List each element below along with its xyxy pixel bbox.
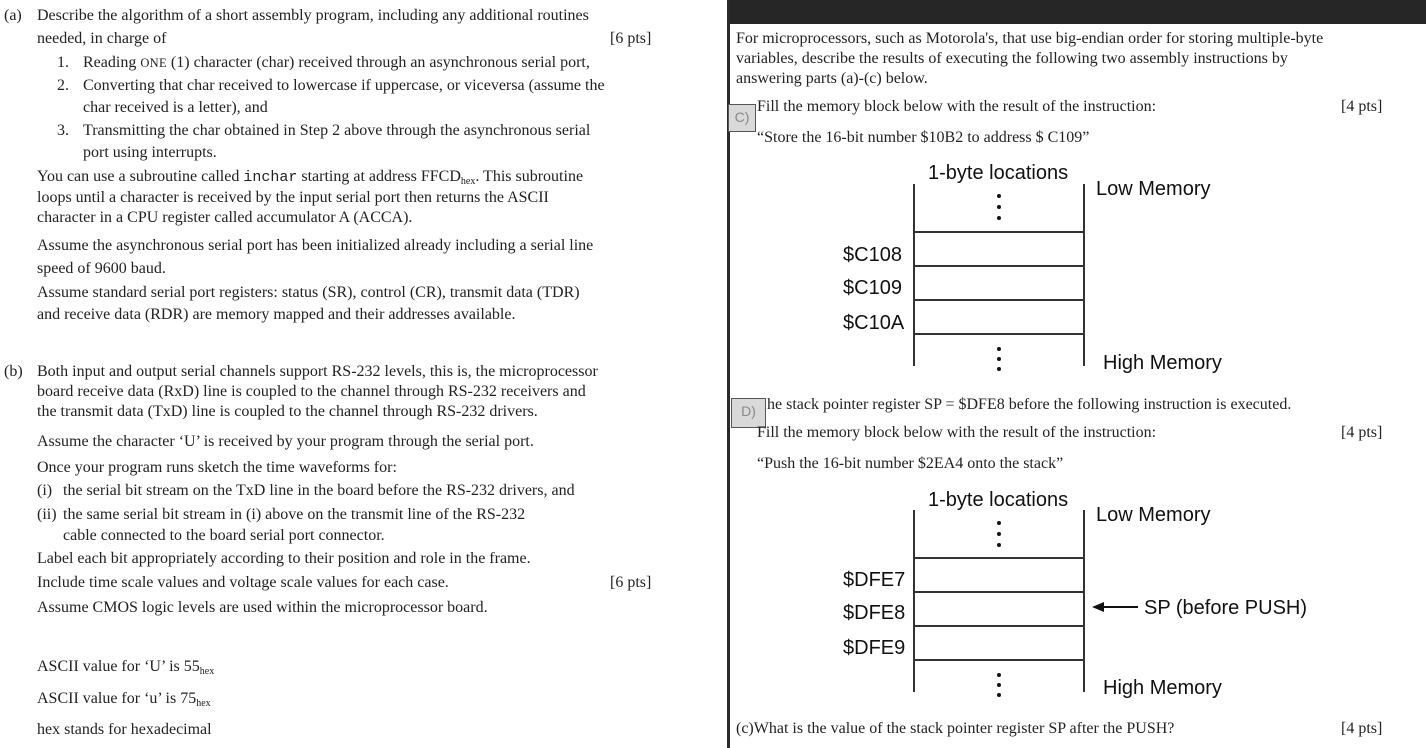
part-b-line1: Both input and output serial channels support RS-232 levels, this is, the microprocessor xyxy=(37,363,598,380)
sp-arrow-icon xyxy=(1092,600,1140,614)
item3-line2: port using interrupts. xyxy=(83,144,217,161)
inchar-paragraph-line3: character in a CPU register called accumulator A (ACCA). xyxy=(37,209,413,226)
part-b-ii-line2: cable connected to the board serial port connector. xyxy=(63,527,385,544)
part-c-question-points: [4 pts] xyxy=(1341,720,1383,737)
part-a-line1: Describe the algorithm of a short assembly program, including any additional routines xyxy=(37,7,589,24)
part-a-label: (a) xyxy=(4,7,22,24)
diagram2-right-wall xyxy=(1083,510,1085,692)
diagram2-ellipsis-dot xyxy=(997,521,1001,525)
part-b-i-text: the serial bit stream on the TxD line in the board before the RS-232 drivers, and xyxy=(63,482,575,499)
diagram2-address: $DFE9 xyxy=(843,637,906,659)
baud-paragraph-line2: speed of 9600 baud. xyxy=(37,260,166,277)
intro-line3: answering parts (a)-(c) below. xyxy=(736,70,928,87)
part-b-once: Once your program runs sketch the time waveforms for: xyxy=(37,459,397,476)
diagram1-cell-c108[interactable] xyxy=(916,233,1082,265)
diagram2-cell-dfe7[interactable] xyxy=(916,559,1082,591)
part-b-line3: the transmit data (TxD) line is coupled to the channel through RS-232 drivers. xyxy=(37,403,538,420)
part-b-line2: board receive data (RxD) line is coupled to the channel through RS-232 receivers and xyxy=(37,383,586,400)
diagram2-address: $DFE7 xyxy=(843,569,906,591)
inchar-paragraph-line2: loops until a character is received by the input serial port then returns the ASCII xyxy=(37,189,549,206)
part-d-points: [4 pts] xyxy=(1341,424,1383,441)
diagram2-address: $DFE8 xyxy=(843,602,906,624)
item2-line2: char received is a letter), and xyxy=(83,99,268,116)
diagram1-ellipsis-dot xyxy=(997,347,1001,351)
part-c-box-label: C) xyxy=(728,104,756,132)
part-b-ii-label: (ii) xyxy=(37,506,57,523)
part-c-line2: “Store the 16-bit number $10B2 to address $ C109” xyxy=(757,129,1090,146)
part-c-question: (c)What is the value of the stack pointer register SP after the PUSH? xyxy=(736,720,1175,737)
part-b-ii-line1: the same serial bit stream in (i) above on the transmit line of the RS-232 xyxy=(63,506,526,523)
part-d-line2: Fill the memory block below with the result of the instruction: xyxy=(757,424,1157,441)
diagram1-ellipsis-dot xyxy=(997,357,1001,361)
item2-number: 2. xyxy=(57,77,69,94)
part-b-assume: Assume the character ‘U’ is received by your program through the serial port. xyxy=(37,433,534,450)
diagram2-low-memory: Low Memory xyxy=(1096,504,1211,526)
part-c-line1: Fill the memory block below with the result of the instruction: xyxy=(757,98,1157,115)
part-b-label: (b) xyxy=(4,363,23,380)
diagram2-cell-dfe8[interactable] xyxy=(916,593,1082,625)
part-d-line3: “Push the 16-bit number $2EA4 onto the stack” xyxy=(757,455,1064,472)
ascii-uppercase-u: ASCII value for ‘U’ is $55_{hex}$ xyxy=(37,658,215,677)
diagram2-ellipsis-dot xyxy=(997,693,1001,697)
hex-note: hex stands for hexadecimal xyxy=(37,721,212,738)
item2-line1: Converting that char received to lowercase if uppercase, or viceversa (assume the xyxy=(83,77,605,94)
diagram2-ellipsis-dot xyxy=(997,543,1001,547)
baud-paragraph-line1: Assume the asynchronous serial port has been initialized already including a serial line xyxy=(37,237,594,254)
item1-number: 1. xyxy=(57,54,69,71)
part-d-box-label: D) xyxy=(731,398,766,428)
part-b-points: [6 pts] xyxy=(610,574,652,591)
diagram1-right-wall xyxy=(1083,184,1085,366)
diagram1-cell-c10a[interactable] xyxy=(916,301,1082,333)
diagram2-cell-border xyxy=(913,659,1085,661)
diagram1-ellipsis-dot xyxy=(997,367,1001,371)
diagram1-ellipsis-dot xyxy=(997,216,1001,220)
diagram2-ellipsis-dot xyxy=(997,683,1001,687)
inchar-paragraph-line1: You can use a subroutine called inchar starting at address $FFCD_{hex}$. This subroutine xyxy=(37,168,584,187)
diagram1-left-wall xyxy=(913,184,915,366)
part-a-points: [6 pts] xyxy=(610,30,652,47)
part-c-points: [4 pts] xyxy=(1341,98,1383,115)
item1-text: Reading ONE (1) character (char) received through an asynchronous serial port, xyxy=(83,54,590,71)
diagram1-cell-c109[interactable] xyxy=(916,267,1082,299)
item3-number: 3. xyxy=(57,122,69,139)
part-d-line1: he stack pointer register SP = $DFE8 before the following instruction is executed. xyxy=(767,396,1292,413)
diagram1-low-memory: Low Memory xyxy=(1096,178,1211,200)
sp-before-push-label: SP (before PUSH) xyxy=(1144,597,1308,619)
registers-paragraph-line1: Assume standard serial port registers: status (SR), control (CR), transmit data (TDR) xyxy=(37,284,580,301)
diagram1-address: $C109 xyxy=(843,277,902,299)
diagram2-ellipsis-dot xyxy=(997,673,1001,677)
diagram1-cell-border xyxy=(913,333,1085,335)
part-a-line2: needed, in charge of xyxy=(37,30,167,47)
part-b-cmos: Assume CMOS logic levels are used within the microprocessor board. xyxy=(37,599,488,616)
diagram1-ellipsis-dot xyxy=(997,194,1001,198)
ascii-lowercase-u: ASCII value for ‘u’ is $75_{hex}$ xyxy=(37,690,211,709)
diagram2-header: 1-byte locations xyxy=(928,489,1069,511)
part-b-label-each: Label each bit appropriately according to their position and role in the frame. xyxy=(37,550,531,567)
diagram1-address: $C108 xyxy=(843,244,902,266)
registers-paragraph-line2: and receive data (RDR) are memory mapped and their addresses available. xyxy=(37,306,516,323)
diagram2-high-memory: High Memory xyxy=(1103,677,1222,699)
diagram1-high-memory: High Memory xyxy=(1103,352,1222,374)
top-dark-bar xyxy=(730,0,1426,24)
diagram2-left-wall xyxy=(913,510,915,692)
diagram2-cell-dfe9[interactable] xyxy=(916,627,1082,659)
part-b-i-label: (i) xyxy=(37,482,53,499)
part-b-include: Include time scale values and voltage scale values for each case. xyxy=(37,574,449,591)
diagram1-address: $C10A xyxy=(843,312,905,334)
intro-line1: For microprocessors, such as Motorola's, that use big-endian order for storing multiple-byte xyxy=(736,30,1324,47)
item3-line1: Transmitting the char obtained in Step 2 above through the asynchronous serial xyxy=(83,122,591,139)
diagram1-ellipsis-dot xyxy=(997,205,1001,209)
intro-line2: variables, describe the results of executing the following two assembly instructions by xyxy=(736,50,1288,67)
diagram1-header: 1-byte locations xyxy=(928,162,1069,184)
diagram2-ellipsis-dot xyxy=(997,532,1001,536)
